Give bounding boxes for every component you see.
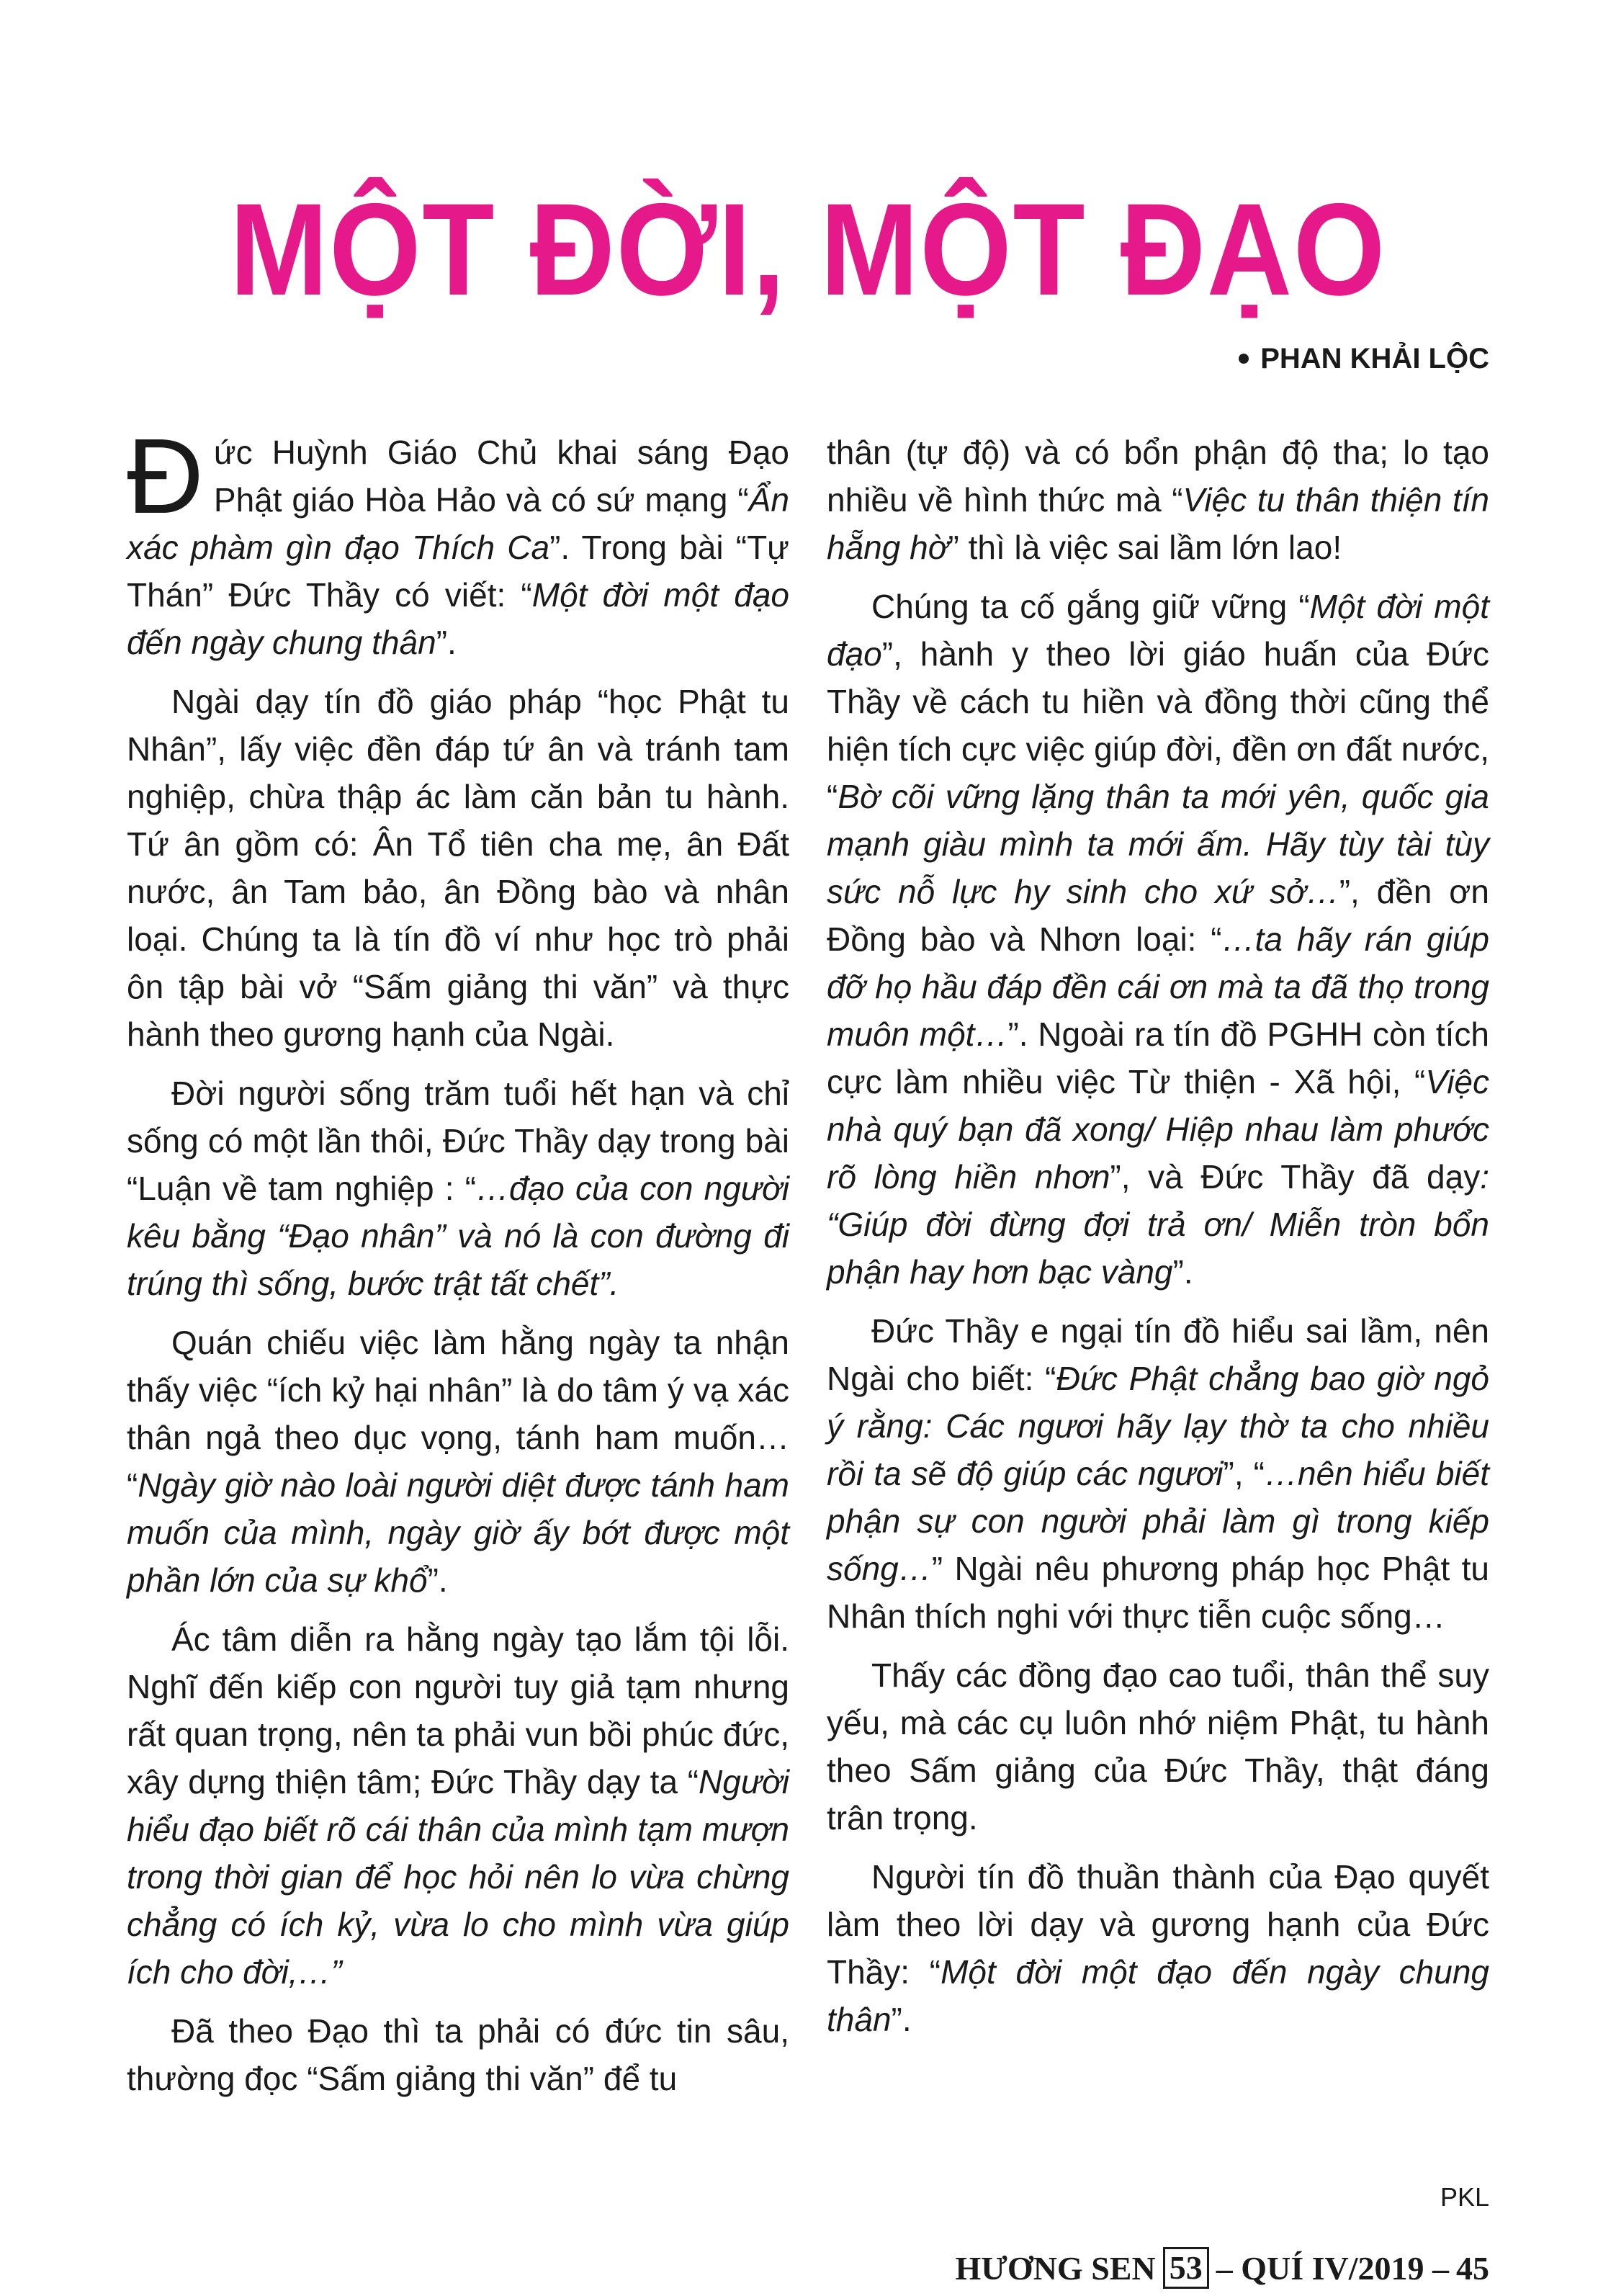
issue-period: – QUÍ IV/2019 – bbox=[1216, 2249, 1449, 2287]
left-column bbox=[127, 417, 790, 2114]
right-column bbox=[827, 429, 1489, 2055]
paragraph: Đời người sống trăm tuổi hết hạn và chỉ sống có một lần thôi, Đức Thầy dạy trong bài “Luận về tam nghiệp : “…đạo của con người kêu bằng “Đạo nhân” và nó là con đường đi trúng thì sống, bước trật tất chết”. bbox=[127, 1075, 789, 1302]
issue-number: 53 bbox=[1163, 2247, 1209, 2289]
bullet-icon bbox=[1239, 354, 1249, 364]
paragraph: Đức Huỳnh Giáo Chủ khai sáng Đạo Phật giáo Hòa Hảo và có sứ mạng “Ẩn xác phàm gìn đạo Thích Ca”. Trong bài “Tự Thán” Đức Thầy có viết: “Một đời một đạo đến ngày chung thân”. bbox=[127, 417, 790, 661]
paragraph: Quán chiếu việc làm hằng ngày ta nhận thấy việc “ích kỷ hại nhân” là do tâm ý vạ xác thân ngả theo dục vọng, tánh ham muốn… “Ngày giờ nào loài người diệt được tánh ham muốn của mình, ngày giờ ấy bớt được một phần lớn của sự khổ”. bbox=[127, 1324, 789, 1599]
paragraph: Ngài dạy tín đồ giáo pháp “học Phật tu Nhân”, lấy việc đền đáp tứ ân và tránh tam nghiệp, chừa thập ác làm căn bản tu hành. Tứ ân gồm có: Ân Tổ tiên cha mẹ, ân Đất nước, ân Tam bảo, ân Đồng bào và nhân loại. Chúng ta là tín đồ ví như học trò phải ôn tập bài vở “Sấm giảng thi văn” và thực hành theo gương hạnh của Ngài. bbox=[127, 683, 789, 1053]
article-title: MỘT ĐỜI, MỘT ĐẠO bbox=[229, 176, 1387, 323]
page-footer bbox=[956, 2247, 1489, 2289]
magazine-name: HƯƠNG SEN bbox=[955, 2249, 1156, 2287]
paragraph: Đã theo Đạo thì ta phải có đức tin sâu, thường đọc “Sấm giảng thi văn” để tu bbox=[127, 2012, 789, 2097]
paragraph: Chúng ta cố gắng giữ vững “Một đời một đạo”, hành y theo lời giáo huấn của Đức Thầy về cách tu hiền và đồng thời cũng thể hiện tích cực việc giúp đời, đền ơn đất nước, “Bờ cõi vững lặng thân ta mới yên, quốc gia mạnh giàu mình ta mới ấm. Hãy tùy tài tùy sức nỗ lực hy sinh cho xứ sở…”, đền ơn Đồng bào và Nhơn loại: “…ta hãy rán giúp đỡ họ hầu đáp đền cái ơn mà ta đã thọ trong muôn một…”. Ngoài ra tín đồ PGHH còn tích cực làm nhiều việc Từ thiện - Xã hội, “Việc nhà quý bạn đã xong/ Hiệp nhau làm phước rõ lòng hiền nhơn”, và Đức Thầy đã dạy: “Giúp đời đừng đợi trả ơn/ Miễn tròn bổn phận hay hơn bạc vàng”. bbox=[827, 588, 1490, 1291]
paragraph: Đức Thầy e ngại tín đồ hiểu sai lầm, nên Ngài cho biết: “Đức Phật chẳng bao giờ ngỏ ý rằng: Các ngươi hãy lạy thờ ta cho nhiều rồi ta sẽ độ giúp các ngươi”, “…nên hiểu biết phận sự con người phải làm gì trong kiếp sống…” Ngài nêu phương pháp học Phật tu Nhân thích nghi với thực tiễn cuộc sống… bbox=[827, 1312, 1489, 1635]
page-number: 45 bbox=[1456, 2249, 1489, 2287]
paragraph: thân (tự độ) và có bổn phận độ tha; lo tạo nhiều về hình thức mà “Việc tu thân thiện tín hẵng hờ” thì là việc sai lầm lớn lao! bbox=[827, 434, 1489, 566]
author-name: PHAN KHẢI LỘC bbox=[1260, 343, 1489, 375]
byline bbox=[1239, 344, 1489, 373]
paragraph: Người tín đồ thuần thành của Đạo quyết làm theo lời dạy và gương hạnh của Đức Thầy: “Một đời một đạo đến ngày chung thân”. bbox=[827, 1858, 1489, 2038]
author-signature: PKL bbox=[1440, 2182, 1489, 2212]
drop-cap: Đ bbox=[127, 417, 204, 536]
paragraph: Thấy các đồng đạo cao tuổi, thân thể suy yếu, mà các cụ luôn nhớ niệm Phật, tu hành theo Sấm giảng của Đức Thầy, thật đáng trân trọng. bbox=[827, 1656, 1489, 1837]
paragraph: Ác tâm diễn ra hằng ngày tạo lắm tội lỗi. Nghĩ đến kiếp con người tuy giả tạm nhưng rất quan trọng, nên ta phải vun bồi phúc đức, xây dựng thiện tâm; Đức Thầy dạy ta “Người hiểu đạo biết rõ cái thân của mình tạm mượn trong thời gian để học hỏi nên lo vừa chừng chẳng có ích kỷ, vừa lo cho mình vừa giúp ích cho đời,…” bbox=[127, 1620, 789, 1991]
